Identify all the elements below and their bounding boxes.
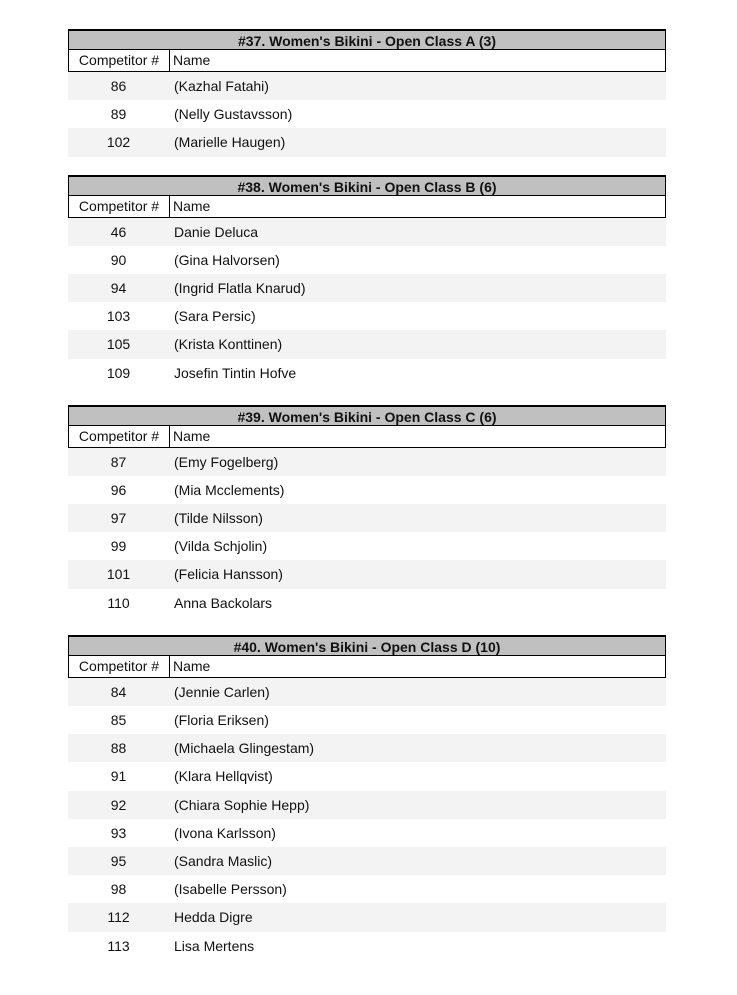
competitor-number: 110 [107,594,130,611]
class-section [68,635,666,960]
competitor-name: (Kazhal Fatahi) [174,78,269,94]
competitor-number: 101 [106,566,131,583]
competitor-column-header: Competitor # [69,426,170,447]
table-row [68,274,666,302]
table-row [68,246,666,274]
column-header [68,196,666,218]
competitor-name: Josefin Tintin Hofve [174,364,297,381]
competitor-name: (Sandra Maslic) [174,852,273,869]
competitor-number: 97 [110,510,127,527]
table-row [68,706,666,734]
competitor-name: (Chiara Sophie Hepp) [174,796,310,813]
table-row [68,476,666,504]
competitor-number: 95 [110,852,127,869]
table-row [68,678,666,706]
competitor-number: 102 [106,134,131,151]
table-row [68,762,666,790]
competitor-name: Lisa Mertens [174,937,255,954]
competitor-name: (Jennie Carlen) [174,683,270,700]
competitor-name: (Michaela Glingestam) [174,740,315,757]
competitor-rows [68,72,666,157]
competitor-name: Hedda Digre [174,909,253,926]
table-row [68,72,666,100]
competitor-name: Anna Backolars [174,594,273,611]
competitor-number: 112 [107,909,130,926]
competitor-number: 87 [110,453,127,470]
competitor-number: 90 [110,251,127,268]
table-row [68,819,666,847]
name-column-header: Name [173,427,211,444]
competitor-number: 93 [110,824,127,841]
competitor-number: 86 [110,78,127,94]
competitor-number: 94 [110,279,127,296]
class-section [68,405,666,617]
competitor-number: 91 [110,768,127,785]
competitor-name: (Gina Halvorsen) [174,251,280,268]
competitor-name: (Ingrid Flatla Knarud) [174,279,306,296]
competitor-name: (Vilda Schjolin) [174,538,268,555]
class-title: #37. Women's Bikini - Open Class A (3) [68,29,666,50]
class-section [68,175,666,387]
competitor-number: 92 [110,796,127,813]
competitor-rows [68,678,666,960]
competitor-name: (Krista Konttinen) [174,336,283,353]
competitor-column-header: Competitor # [69,50,170,71]
competitor-number: 46 [110,223,127,240]
column-header [68,426,666,448]
competitor-number: 88 [110,740,127,757]
competitor-number: 98 [110,881,127,898]
competitor-name: (Nelly Gustavsson) [174,106,293,123]
table-row [68,903,666,931]
name-column-header: Name [173,657,211,674]
class-title: #40. Women's Bikini - Open Class D (10) [68,635,666,656]
competitor-rows [68,448,666,617]
table-row [68,504,666,532]
table-row [68,875,666,903]
competitor-name: (Felicia Hansson) [174,566,283,583]
competitor-name: (Emy Fogelberg) [174,453,279,470]
table-row [68,589,666,617]
competitor-name: (Floria Eriksen) [174,712,269,728]
table-row [68,100,666,128]
competitor-name: (Marielle Haugen) [174,134,286,151]
competitor-number: 99 [110,538,127,555]
competitor-number: 105 [106,336,131,353]
name-column-header: Name [173,52,211,68]
competitor-number: 96 [110,481,127,498]
table-row [68,932,666,960]
competitor-list [68,29,666,978]
competitor-number: 103 [106,308,131,325]
column-header [68,656,666,678]
table-row [68,218,666,246]
table-row [68,128,666,156]
competitor-name: (Isabelle Persson) [174,881,287,898]
name-column-header: Name [173,197,211,214]
column-header [68,50,666,72]
table-row [68,359,666,387]
table-row [68,302,666,330]
table-row [68,560,666,588]
competitor-column-header: Competitor # [69,196,170,217]
class-title: #39. Women's Bikini - Open Class C (6) [68,405,666,426]
competitor-rows [68,218,666,387]
table-row [68,330,666,358]
competitor-name: (Ivona Karlsson) [174,824,276,841]
competitor-number: 109 [106,364,131,381]
class-section [68,29,666,157]
class-title: #38. Women's Bikini - Open Class B (6) [68,175,666,196]
competitor-name: (Sara Persic) [174,308,256,325]
competitor-column-header: Competitor # [69,656,170,677]
competitor-name: Danie Deluca [174,223,259,240]
competitor-number: 85 [110,712,127,728]
competitor-number: 84 [110,683,127,700]
competitor-name: (Tilde Nilsson) [174,510,263,527]
table-row [68,847,666,875]
table-row [68,448,666,476]
table-row [68,734,666,762]
competitor-number: 113 [107,937,130,954]
competitor-name: (Klara Hellqvist) [174,768,273,785]
table-row [68,791,666,819]
competitor-name: (Mia Mcclements) [174,481,285,498]
competitor-number: 89 [110,106,127,123]
table-row [68,532,666,560]
